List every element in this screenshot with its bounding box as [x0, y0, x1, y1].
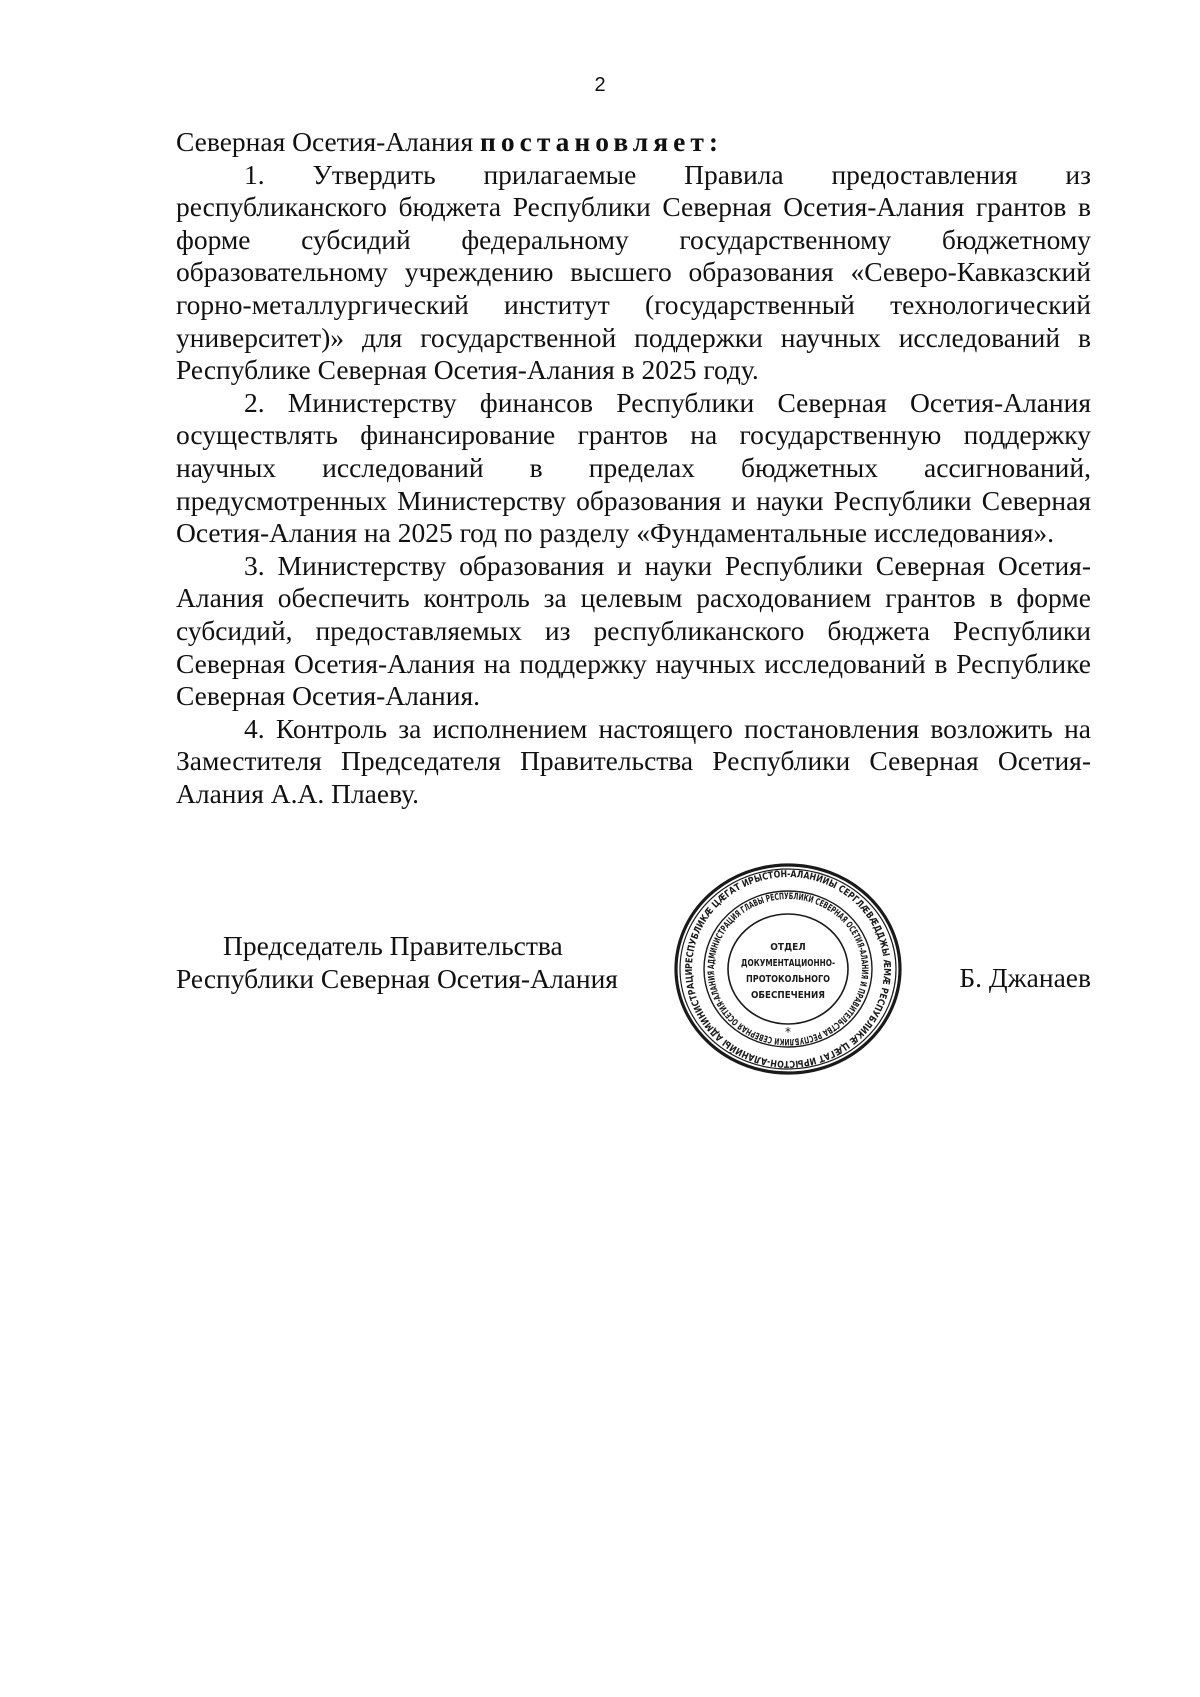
signatory-title: [176, 930, 676, 995]
page-number: 2: [594, 74, 606, 96]
signatory-name: Б. Джанаев: [959, 962, 1091, 993]
decree-item-3: 3. Министерству образования и науки Республики Северная Осетия-Алания обеспечить контроль за целевым расходованием грантов в форме субсидий, предоставляемых из республиканского бюджета Республики Северная Осетия-Алания на поддержку научных исследований в Республике Северная Осетия-Алания.: [176, 549, 1091, 712]
seal-center-line-1: ОТДЕЛ: [770, 942, 806, 953]
seal-center-line-3: ПРОТОКОЛЬНОГО: [746, 974, 831, 985]
intro-emphasis: постановляет:: [480, 126, 723, 157]
official-seal: [670, 860, 906, 1078]
decree-item-4: 4. Контроль за исполнением настоящего постановления возложить на Заместителя Председателя Правительства Республики Северная Осетия-Алания А.А. Плаеву.: [176, 712, 1091, 809]
decree-item-2: 2. Министерству финансов Республики Северная Осетия-Алания осуществлять финансирование грантов на государственную поддержку научных исследований в пределах бюджетных ассигнований, предусмотренных Министерству образования и науки Республики Северная Осетия-Алания на 2025 год по разделу «Фундаментальные исследования».: [176, 386, 1091, 549]
seal-graphic: [670, 860, 906, 1078]
decree-intro: [176, 126, 1091, 159]
intro-lead: Северная Осетия-Алания: [176, 126, 481, 157]
signatory-title-line2: Республики Северная Осетия-Алания: [176, 962, 618, 994]
seal-outer-ring-text: РЕСПУБЛИКÆ ЦÆГАТ ИРЫСТОН-АЛАНИЙЫ СЕРГЛÆВÆДДЖЫ ÆМÆ РЕСПУБЛИКÆ ЦÆГАТ ИРЫСТОН-АЛАНИЙЫ АДМИНИСТРАЦИ: [683, 868, 893, 1070]
seal-center-line-4: ОБЕСПЕЧЕНИЯ: [751, 990, 826, 1001]
seal-center-line-2: ДОКУМЕНТАЦИОННО-: [741, 958, 836, 969]
decree-body: [176, 126, 1091, 810]
decree-item-1: 1. Утвердить прилагаемые Правила предоставления из республиканского бюджета Республики Северная Осетия-Алания грантов в форме субсидий федеральному государственному бюджетному образовательному учреждению высшего образования «Северо-Кавказский горно-металлургический институт (государственный технологический университет)» для государственной поддержки научных исследований в Республике Северная Осетия-Алания в 2025 году.: [176, 158, 1091, 386]
seal-star-icon: *: [785, 1025, 791, 1039]
seal-inner-ring-text: АДМИНИСТРАЦИЯ ГЛАВЫ РЕСПУБЛИКИ СЕВЕРНАЯ ОСЕТИЯ-АЛАНИЯ И ПРАВИТЕЛЬСТВА РЕСПУБЛИКИ СЕВЕРНАЯ ОСЕТИЯ-АЛАНИЯ: [706, 891, 870, 1047]
signatory-title-line1: Председатель Правительства: [223, 930, 563, 961]
